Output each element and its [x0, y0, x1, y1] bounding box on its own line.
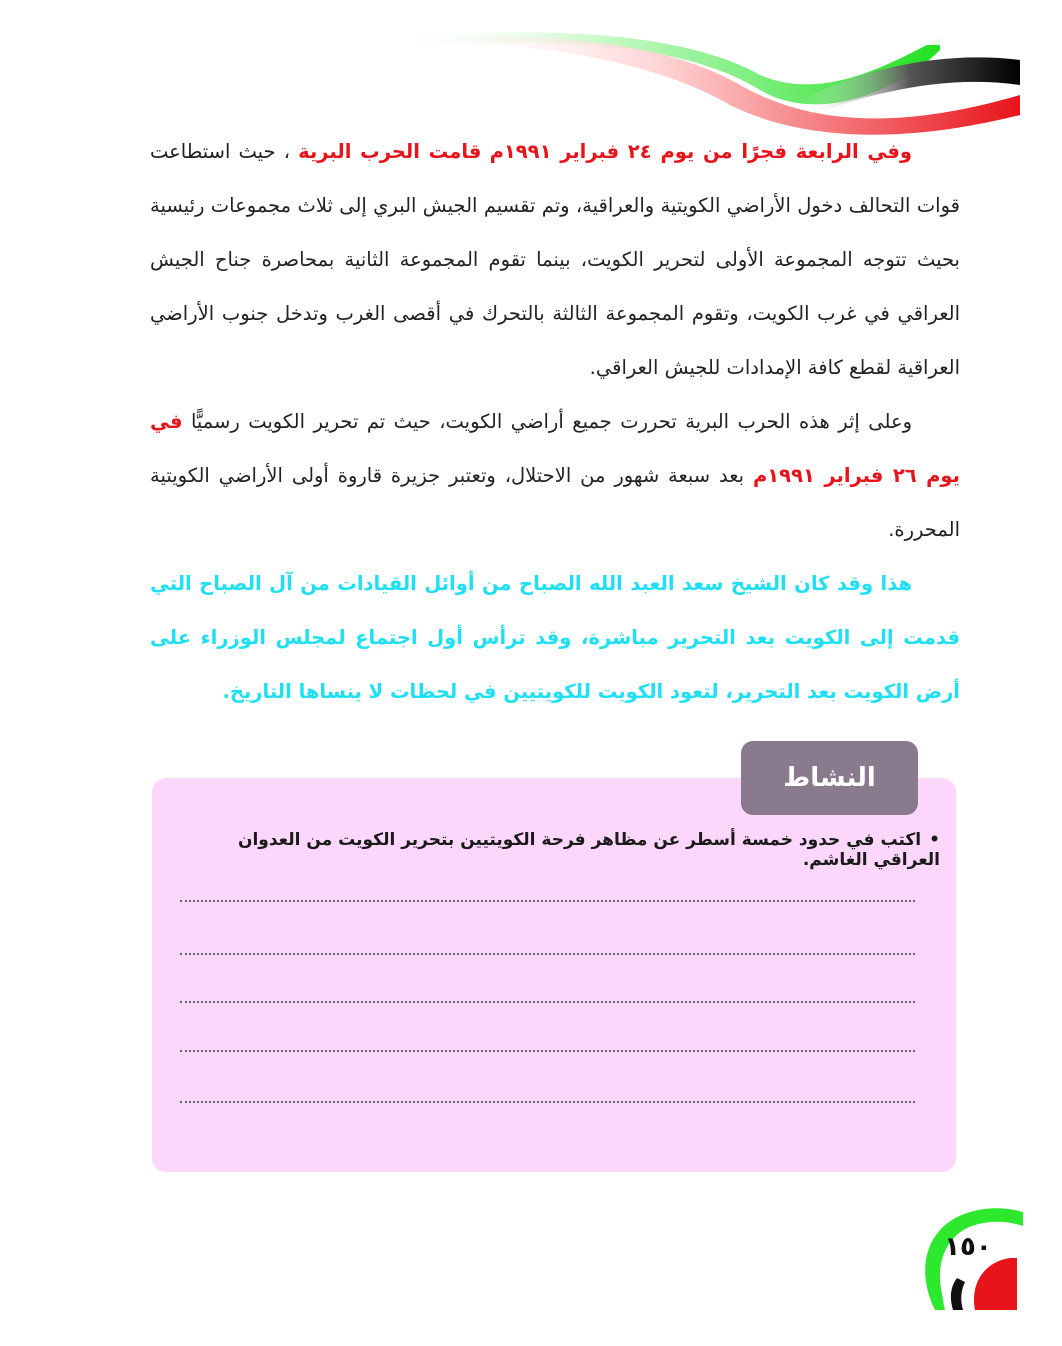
- paragraph-liberation: [150, 395, 960, 557]
- flag-ribbon-decoration: [380, 30, 1020, 140]
- main-text: [150, 125, 960, 719]
- bullet-icon: •: [929, 830, 940, 850]
- date-liberation: في يوم ٢٦ فبراير ١٩٩١م: [150, 410, 960, 487]
- activity-title: النشاط: [741, 741, 918, 815]
- answer-line[interactable]: [180, 900, 915, 902]
- answer-line[interactable]: [180, 1101, 915, 1103]
- paragraph-sheikh-saad-text: هذا وقد كان الشيخ سعد العبد الله الصباح من أوائل القيادات من آل الصباح التي قدمت إلى الكويت بعد التحرير مباشرة، وقد ترأس أول اجتماع لمجلس الوزراء على أرض الكويت بعد التحرير، لتعود الكويت للكويتيين في لحظات لا ينساها التاريخ.: [150, 572, 960, 703]
- answer-line[interactable]: [180, 1001, 915, 1003]
- date-ground-war: وفي الرابعة فجرًا من يوم ٢٤ فبراير ١٩٩١م: [489, 140, 913, 163]
- paragraph-sheikh-saad: [150, 557, 960, 719]
- paragraph-liberation-text-1: وعلى إثر هذه الحرب البرية تحررت جميع أراضي الكويت، حيث تم تحرير الكويت رسميًّا: [190, 410, 912, 433]
- paragraph-liberation-text-2: بعد سبعة شهور من الاحتلال، وتعتبر جزيرة قاروة أولى الأراضي الكويتية المحررة.: [150, 464, 960, 541]
- paragraph-ground-war-text: ، حيث استطاعت قوات التحالف دخول الأراضي الكويتية والعراقية، وتم تقسيم الجيش البري إلى ثلاث مجموعات رئيسية بحيث تتوجه المجموعة الأولى لتحرير الكويت، بينما تقوم المجموعة الثانية بمحاصرة جناح الجيش العراقي في غرب الكويت، وتقوم المجموعة الثالثة بالتحرك في أقصى الغرب وتدخل جنوب الأراضي العراقية لقطع كافة الإمدادات للجيش العراقي.: [150, 140, 960, 379]
- activity-instruction-text: اكتب في حدود خمسة أسطر عن مظاهر فرحة الكويتيين بتحرير الكويت من العدوان العراقي الغاشم.: [237, 830, 940, 870]
- paragraph-ground-war: [150, 125, 960, 395]
- activity-instruction: [170, 830, 940, 870]
- page-number: ١٥٠: [944, 1232, 992, 1262]
- answer-line[interactable]: [180, 1050, 915, 1052]
- ground-war-title: قامت الحرب البرية: [298, 140, 482, 163]
- answer-line[interactable]: [180, 953, 915, 955]
